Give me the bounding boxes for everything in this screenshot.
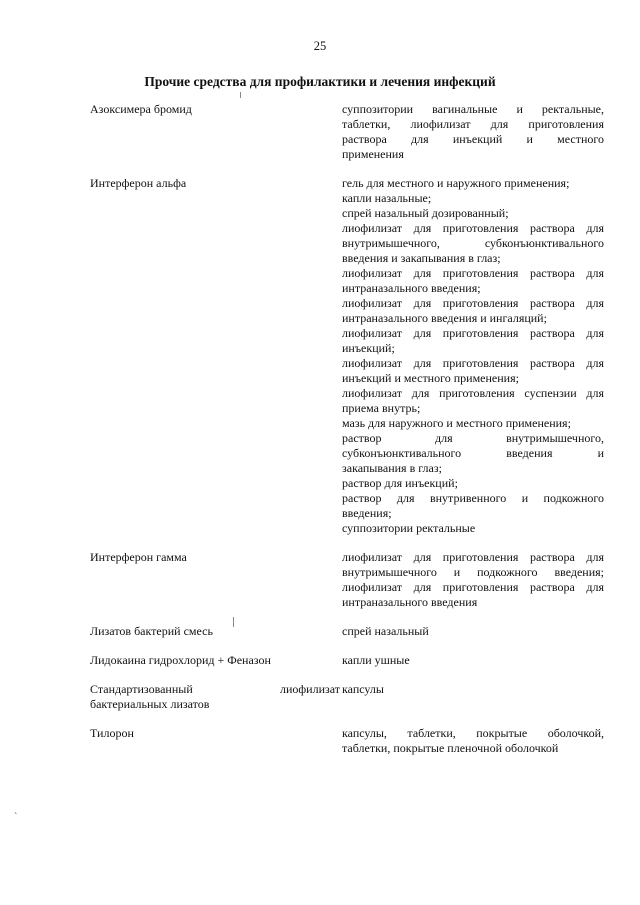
dosage-form-line: лиофилизат для приготовления раствора для [342, 356, 604, 370]
dosage-form-line: спрей назальный [342, 624, 429, 638]
dosage-form-line: гель для местного и наружного применения; [342, 176, 570, 190]
drug-name-part: бактериальных лизатов [90, 697, 210, 711]
dosage-form-line: интраназального введения и ингаляций; [342, 311, 547, 325]
dosage-form-line: лиофилизат для приготовления раствора для [342, 296, 604, 310]
dosage-form-line: интраназального введения [342, 595, 478, 609]
table-row [90, 176, 604, 536]
dosage-form-line: инъекций; [342, 341, 395, 355]
table-row [90, 653, 604, 668]
dosage-form-line: капсулы, таблетки, покрытые оболочкой, [342, 726, 604, 740]
table-row [90, 550, 604, 610]
dosage-form-line: таблетки, покрытые пленочной оболочкой [342, 741, 559, 755]
dosage-form-line: раствор для внутривенного и подкожного [342, 491, 604, 505]
dosage-form-line: лиофилизат для приготовления раствора для [342, 266, 604, 280]
dosage-form-line: инъекций и местного применения; [342, 371, 519, 385]
dosage-form-line: внутримышечного, субконъюнктивального [342, 236, 604, 250]
dosage-form-line: капли назальные; [342, 191, 432, 205]
drug-name-part: Стандартизованный [90, 682, 193, 696]
dosage-form-line: приема внутрь; [342, 401, 421, 415]
dosage-forms [342, 102, 604, 162]
drug-table [90, 102, 604, 770]
dosage-form-line: лиофилизат для приготовления суспензии для [342, 386, 604, 400]
dosage-form-line: спрей назальный дозированный; [342, 206, 509, 220]
dosage-form-line: лиофилизат для приготовления раствора для [342, 580, 604, 594]
drug-name: Лидокаина гидрохлорид + Феназон [90, 653, 271, 667]
drug-name: Интерферон альфа [90, 176, 187, 190]
scan-artifact [233, 617, 234, 627]
scan-artifact: ˋ [14, 812, 18, 823]
drug-name [90, 682, 342, 712]
dosage-form-line: мазь для наружного и местного применения; [342, 416, 571, 430]
dosage-form-line: введения; [342, 506, 392, 520]
scan-artifact [240, 92, 241, 98]
dosage-form-line: лиофилизат для приготовления раствора для [342, 550, 604, 564]
section-heading: Прочие средства для профилактики и лечения инфекций [144, 74, 496, 89]
dosage-form-line: лиофилизат для приготовления раствора для [342, 221, 604, 235]
dosage-forms [342, 176, 604, 536]
dosage-form-line: раствор для внутримышечного, [342, 431, 604, 445]
dosage-form-line: введения и закапывания в глаз; [342, 251, 501, 265]
table-row [90, 682, 604, 712]
dosage-form-line: субконъюнктивального введения и [342, 446, 604, 460]
dosage-form-line: капли ушные [342, 653, 410, 667]
drug-name: Тилорон [90, 726, 134, 740]
table-row [90, 102, 604, 162]
dosage-form-line: раствор для инъекций; [342, 476, 458, 490]
dosage-form-line: капсулы [342, 682, 384, 696]
dosage-form-line: интраназального введения; [342, 281, 481, 295]
dosage-form-line: раствора для инъекций и местного [342, 132, 604, 146]
drug-name: Азоксимера бромид [90, 102, 192, 116]
dosage-form-line: внутримышечного и подкожного введения; [342, 565, 604, 579]
drug-name-part: лиофилизат [279, 682, 340, 696]
dosage-forms [342, 624, 604, 639]
page-number: 25 [313, 39, 327, 53]
dosage-form-line: таблетки, лиофилизат для приготовления [342, 117, 604, 131]
table-row [90, 624, 604, 639]
table-row [90, 726, 604, 756]
dosage-forms [342, 726, 604, 756]
dosage-forms [342, 653, 604, 668]
dosage-form-line: суппозитории вагинальные и ректальные, [342, 102, 604, 116]
dosage-form-line: закапывания в глаз; [342, 461, 442, 475]
dosage-forms [342, 682, 604, 712]
dosage-form-line: лиофилизат для приготовления раствора для [342, 326, 604, 340]
drug-name: Лизатов бактерий смесь [90, 624, 213, 638]
dosage-forms [342, 550, 604, 610]
dosage-form-line: применения [342, 147, 404, 161]
drug-name: Интерферон гамма [90, 550, 187, 564]
dosage-form-line: суппозитории ректальные [342, 521, 476, 535]
